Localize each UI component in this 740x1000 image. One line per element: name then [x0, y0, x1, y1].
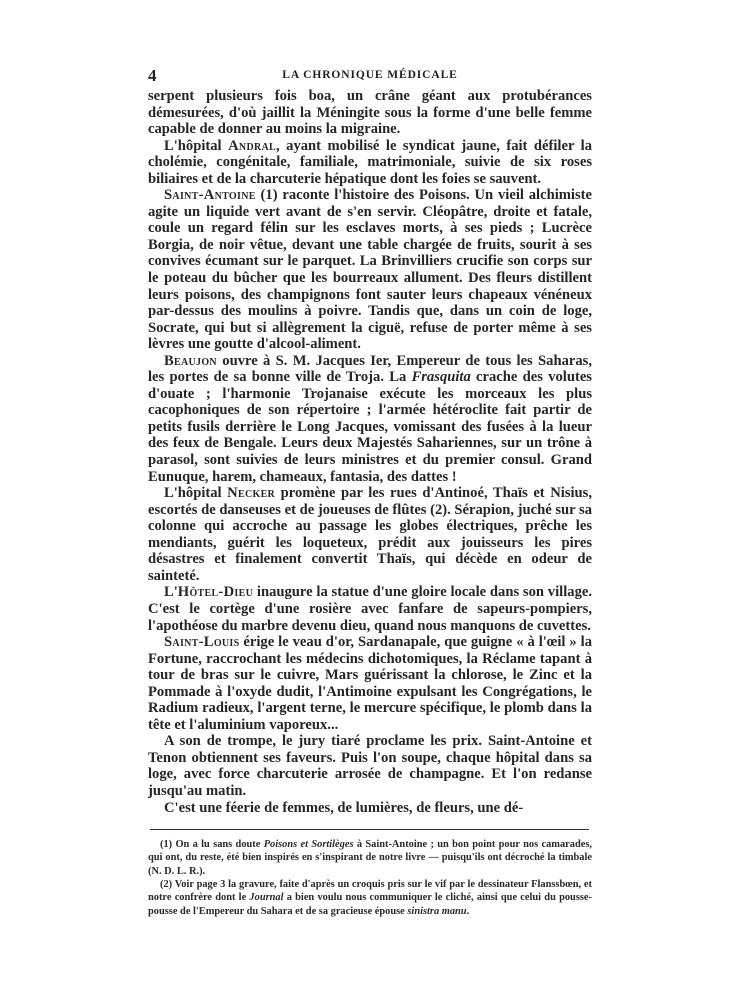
- text-run: L'hôpital: [164, 485, 228, 502]
- paragraph-5: [148, 485, 592, 584]
- text-run: , ayant mobilisé le syndicat jaune, fait défiler la cholémie, congénitale, familiale, matrimoniale, suivie de six roses biliaires et de la charcuterie hépatique dont les foies se sauvent.: [148, 137, 593, 187]
- footnote-1: [148, 838, 592, 878]
- footnotes: [148, 838, 592, 918]
- text-run: C'est une féerie de femmes, de lumières, de fleurs, une dé-: [164, 799, 524, 816]
- hospital-name: Necker: [227, 485, 276, 502]
- text-run: érige le veau d'or, Sardanapale, que guigne « à l'œil » la Fortune, raccrochant les médecins dichotomiques, la Réclame tapant à tour de bras sur le cuivre, Mars guérissant la chlorose, le Zinc et la Pommade à l'oxyde dudit, l'Antimoine expulsant les Congrégations, le Radium radieux, l'argent terne, le mercure spécifique, le plomb dans la tête et l'aluminium vaporeux...: [148, 634, 592, 733]
- text-run: a bien voulu nous communiquer le cliché, ainsi que celui du pousse-pousse de l'Empereur du Sahara et de sa gracieuse épouse: [148, 892, 592, 917]
- italic-text: Journal: [249, 892, 284, 904]
- text-run: crache des volutes d'ouate ; l'harmonie Trojanaise exécute les morceaux les plus cacophoniques de son répertoire ; l'armée hétéroclite fait partir de petits fusils derrière le Long Jacques, vomissant des fusées à la lueur des feux de Bengale. Leurs deux Majestés Sahariennes, sur un trône à parasol, sont suivies de leurs ministres et du premier consul. Grand Eunuque, harem, chameaux, fantasia, des dattes !: [148, 369, 592, 485]
- paragraph-6: [148, 584, 592, 634]
- paragraph-8: [148, 733, 592, 799]
- text-run: L': [164, 584, 178, 601]
- hospital-name: Andral: [228, 137, 276, 154]
- italic-text: Poisons et Sortilèges: [263, 839, 354, 851]
- text-run: A son de trompe, le jury tiaré proclame les prix. Saint-Antoine et Tenon obtiennent ses faveurs. Puis l'on soupe, chaque hôpital dans sa loge, avec force charcuterie arrosée de champagne. Et l'on redanse jusqu'au matin.: [148, 733, 592, 799]
- italic-text: sinistra manu: [407, 905, 467, 917]
- text-run: (1) raconte l'histoire des Poisons. Un vieil alchimiste agite un liquide vert avant de s'en servir. Cléopâtre, droite et fatale, coule un regard félin sur les esclaves morts, à ses pieds ; Lucrèce Borgia, de noir vêtue, devant une table chargée de fruits, sourit à ses convives écumant sur le parquet. La Brinvilliers crucifie son corps sur le poteau du bûcher que les bourreaux allument. Des fleurs distillent leurs poisons, des champignons font sauter leurs chapeaux vénéneux par-dessus des moulins à poivre. Tandis que, dans un coin de loge, Socrate, qui but si allègrement la ciguë, refuse de porter même à ses lèvres une goutte d'alcool-aliment.: [148, 187, 592, 353]
- running-head: [148, 66, 592, 88]
- text-run: (1) On a lu sans doute: [160, 839, 264, 851]
- text-run: .: [466, 905, 470, 917]
- body-text: [148, 88, 592, 816]
- text-run: (2) Voir page 3 la gravure, faite d'après un croquis pris sur le vif par le dessinateur Flanssbœn, et notre confrère dont le: [148, 878, 592, 904]
- paragraph-1: [148, 88, 592, 138]
- paragraph-7: [148, 634, 592, 733]
- hospital-name: Saint-Louis: [164, 634, 240, 651]
- page-number: 4: [148, 66, 157, 85]
- text-run: inaugure la statue d'une gloire locale dans son village. C'est le cortège d'une rosière avec fanfare de sapeurs-pompiers, l'apothéose du marbre devenu dieu, quand nous manquons de cuvettes.: [148, 584, 592, 634]
- text-run: serpent plusieurs fois boa, un crâne géant aux protubérances démesurées, d'où jaillit la Méningite sous la forme d'une belle femme capable de donner au moins la migraine.: [148, 88, 592, 138]
- text-run: ouvre à S. M. Jacques Ier, Empereur de tous les Saharas, les portes de sa bonne ville de Troja. La: [148, 352, 592, 386]
- italic-text: Frasquita: [411, 369, 471, 386]
- paragraph-2: [148, 138, 592, 188]
- text-run: à Saint-Antoine ; un bon point pour nos camarades, qui ont, du reste, été bien inspirés en s'inspirant de notre livre — puisqu'ils ont décroché la timbale (N. D. L. R.).: [148, 839, 592, 877]
- book-page: [148, 66, 592, 918]
- paragraph-3: [148, 187, 592, 352]
- paragraph-9: [148, 800, 592, 817]
- hospital-name: Hôtel-Dieu: [177, 584, 254, 601]
- text-run: promène par les rues d'Antinoé, Thaïs et Nisius, escortés de danseuses et de joueuses de flûtes (2). Sérapion, juché sur sa colonne qui accroche au passage les globes électriques, prêche les mendiants, guérit les loqueteux, prédit aux jouisseurs les pires désastres et finalement convertit Thaïs, qui décède en odeur de sainteté.: [148, 485, 593, 584]
- journal-title: LA CHRONIQUE MÉDICALE: [282, 69, 458, 81]
- footnote-2: [148, 878, 592, 918]
- paragraph-4: [148, 353, 592, 485]
- hospital-name: Saint-Antoine: [164, 187, 256, 204]
- footnote-rule: [150, 829, 589, 830]
- hospital-name: Beaujon: [164, 352, 217, 369]
- text-run: L'hôpital: [164, 137, 229, 154]
